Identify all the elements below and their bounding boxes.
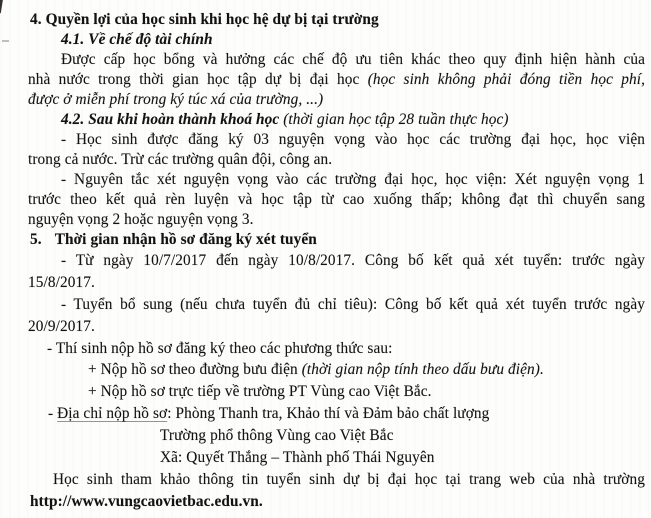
text-run: 15/8/2017. xyxy=(28,273,95,291)
line-nop-buu-dien xyxy=(88,359,645,381)
text-run: Được cấp học bổng và hưởng các chế độ ưu tiên khác theo quy định hiện hành của xyxy=(61,51,645,68)
line-truong xyxy=(160,425,645,447)
text-run: - Thí sinh nộp hồ sơ đăng ký theo các phương thức sau: xyxy=(47,339,393,357)
line-dia-chi xyxy=(48,403,645,425)
text-run: Xã: Quyết Thắng – Thành phố Thái Nguyên xyxy=(160,449,435,467)
para-nguyen-tac-line-1 xyxy=(61,170,645,190)
heading-4-2 xyxy=(61,110,645,130)
text-run: - Học sinh được đăng ký 03 nguyện vọng vào học các trường đại học, học viện xyxy=(61,131,645,148)
text-run: Thời gian nhận hồ sơ đăng ký xét tuyển xyxy=(54,231,317,248)
heading-section-5 xyxy=(30,230,645,250)
text-run: - xyxy=(48,405,58,423)
text-run: nhà nước trong thời gian học tập dự bị đại học xyxy=(28,71,368,88)
para-finance-line-3 xyxy=(28,90,645,110)
text-run: 4.1. Về chế độ tài chính xyxy=(61,31,213,48)
text-run: : Phòng Thanh tra, Khảo thí và Đảm bảo chất lượng xyxy=(167,405,490,423)
text-run: nguyện vọng 2 hoặc nguyện vọng 3. xyxy=(28,211,254,228)
heading-section-4 xyxy=(30,10,645,30)
para-schedule-line-2 xyxy=(28,272,645,294)
para-nguyen-vong-line-2 xyxy=(28,150,645,170)
line-website-url xyxy=(30,491,645,513)
heading-4-1 xyxy=(61,30,645,50)
line-xa xyxy=(160,447,645,469)
text-run: Học sinh tham khảo thông tin tuyển sinh dự bị đại học tại trang web của nhà trường xyxy=(53,470,645,488)
para-schedule-line-1 xyxy=(61,250,645,272)
underlined-label: Địa chỉ nộp hồ sơ xyxy=(57,405,168,423)
text-run: 5. xyxy=(30,231,42,248)
text-run: + Nộp hồ sơ theo đường bưu điện xyxy=(88,361,302,379)
text-run: (thời gian nộp tính theo dấu bưu điện). xyxy=(301,361,544,379)
text-run: 20/9/2017. xyxy=(28,317,95,335)
text-run: + Nộp hồ sơ trực tiếp về trường PT Vùng cao Việt Bắc. xyxy=(88,383,432,401)
text-run: Trường phổ thông Vùng cao Việt Bắc xyxy=(160,427,394,445)
scan-artifact-dash xyxy=(2,40,9,42)
text-run: (thời gian học tập 28 tuần thực học) xyxy=(279,111,509,128)
para-finance-line-1 xyxy=(61,50,645,70)
text-run: - Từ ngày 10/7/2017 đến ngày 10/8/2017. Công bố kết quả xét tuyển: trước ngày xyxy=(61,252,645,269)
text-run: được ở miễn phí trong ký túc xá của trường, ...) xyxy=(28,91,324,108)
para-finance-line-2 xyxy=(28,70,645,90)
para-nguyen-tac-line-3 xyxy=(28,210,645,230)
para-nguyen-vong-line-1 xyxy=(61,130,645,150)
text-run: - Nguyên tắc xét nguyện vọng vào các trường đại học, học viện: Xét nguyện vọng 1 xyxy=(61,171,645,188)
text-run: http://www.vungcaovietbac.edu.vn. xyxy=(30,492,263,510)
text-run: (học sinh không phải đóng tiền học phí, xyxy=(367,71,645,88)
line-phuong-thuc xyxy=(47,338,645,360)
text-run: trước theo kết quả rèn luyện và học tập từ cao xuống thấp; không đạt thì chuyển sang xyxy=(28,191,645,208)
para-bo-sung-line-1 xyxy=(61,294,645,316)
text-run: trong cả nước. Trừ các trường quân đội, công an. xyxy=(28,151,333,168)
scan-artifact-corner xyxy=(0,0,3,13)
text-run: - Tuyển bổ sung (nếu chưa tuyển đủ chỉ tiêu): Công bố kết quả xét tuyển trước ngày xyxy=(61,295,645,313)
text-run: 4.2. Sau khi hoàn thành khoá học xyxy=(61,111,280,128)
para-web-info xyxy=(53,469,645,491)
line-nop-truc-tiep xyxy=(88,381,645,403)
para-bo-sung-line-2 xyxy=(28,316,645,338)
para-nguyen-tac-line-2 xyxy=(28,190,645,210)
text-run: 4. Quyền lợi của học sinh khi học hệ dự bị tại trường xyxy=(30,11,379,28)
